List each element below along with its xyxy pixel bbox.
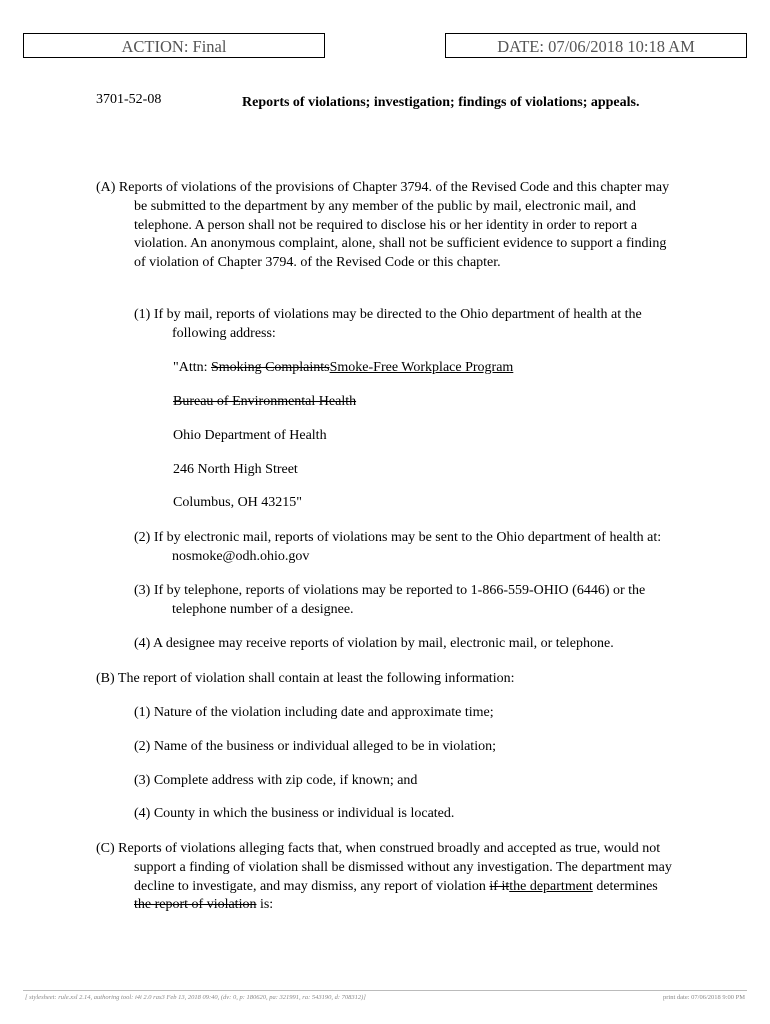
inserted-text: the department <box>509 878 593 894</box>
address-street-line: 246 North High Street <box>173 462 298 477</box>
paragraph-a4: (4) A designee may receive reports of violation by mail, electronic mail, or telephone. <box>134 636 614 651</box>
address-attn-prefix: "Attn: <box>173 360 211 375</box>
deleted-text: Bureau of Environmental Health <box>173 394 357 409</box>
paragraph-b3: (3) Complete address with zip code, if known; and <box>134 773 418 788</box>
address-dept-line: Ohio Department of Health <box>173 428 327 443</box>
deleted-text: Smoking Complaints <box>211 360 330 375</box>
paragraph-c-text: determines <box>592 878 658 894</box>
paragraph-c-text: is: <box>256 897 274 913</box>
address-bureau-line <box>173 393 356 412</box>
footer-print-date: print date: 07/06/2018 9:00 PM <box>663 994 745 1001</box>
paragraph-a3: (3) If by telephone, reports of violations may be reported to 1-866-559-OHIO (6446) or the telephone number of a designee. <box>134 583 646 617</box>
deleted-text: the report of violation <box>134 897 257 913</box>
rule-number: 3701-52-08 <box>96 92 162 107</box>
footer-stylesheet-info: [ stylesheet: rule.xsl 2.14, authoring tool: i4i 2.0 ras3 Feb 13, 2018 09:40, (dv: 0, p: 180620, pa: 321991, ra: 543190, d: 708312)] <box>25 994 366 1001</box>
address-attn-line <box>173 359 513 378</box>
paragraph-c-text: any report of violation <box>356 878 490 894</box>
footer-divider <box>23 990 747 991</box>
paragraph-b2: (2) Name of the business or individual alleged to be in violation; <box>134 739 496 754</box>
paragraph-c-text: (C) Reports of violations alleging facts that, when construed broadly and accepted as true, would not support a finding of violation shall be dismissed without any investigation. The department may decline to investigate <box>96 841 672 894</box>
paragraph-b1: (1) Nature of the violation including date and approximate time; <box>134 705 494 720</box>
date-box <box>445 33 747 58</box>
paragraph-b4: (4) County in which the business or individual is located. <box>134 806 455 821</box>
paragraph-a: (A) Reports of violations of the provisions of Chapter 3794. of the Revised Code and this chapter may be submitted to the department by any member of the public by mail, electronic mail, and telephone. A person shall not be required to disclose his or her identity in order to report a violation. An anonymous complaint, alone, shall not be sufficient evidence to support a finding of violation of Chapter 3794. of the Revised Code or this chapter. <box>96 180 670 271</box>
paragraph-a1: (1) If by mail, reports of violations may be directed to the Ohio department of health at the following address: <box>134 307 642 341</box>
rule-title: Reports of violations; investigation; findings of violations; appeals. <box>242 95 640 110</box>
inserted-text: , <box>353 878 357 894</box>
deleted-text: if it <box>489 878 510 894</box>
inserted-text: , <box>252 878 257 894</box>
paragraph-c <box>96 840 674 915</box>
paragraph-a2: (2) If by electronic mail, reports of violations may be sent to the Ohio department of health at: nosmoke@odh.ohio.gov <box>134 530 662 564</box>
paragraph-c-text: and may dismiss <box>256 878 354 894</box>
paragraph-b: (B) The report of violation shall contain at least the following information: <box>96 671 515 686</box>
action-status-text: ACTION: Final <box>121 37 227 56</box>
address-city-line: Columbus, OH 43215" <box>173 495 303 510</box>
date-text: DATE: 07/06/2018 10:18 AM <box>497 37 695 56</box>
inserted-text: Smoke-Free Workplace Program <box>329 360 514 375</box>
action-status-box <box>23 33 325 58</box>
